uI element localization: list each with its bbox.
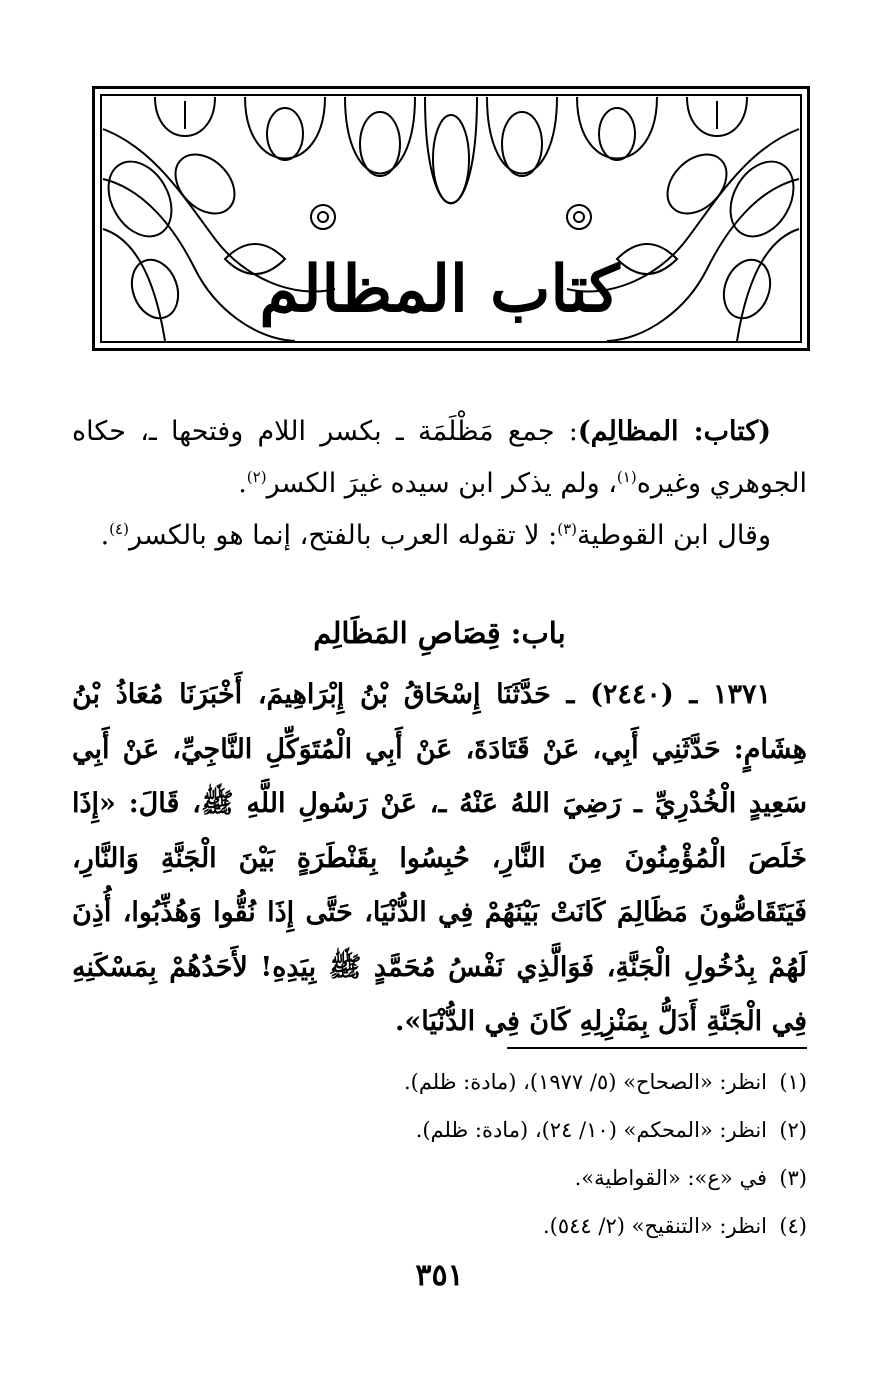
intro-paragraph-2 <box>72 510 807 562</box>
footnote-item <box>72 1106 807 1154</box>
page-number: ٣٥١ <box>415 1258 464 1293</box>
footnote-ref[interactable]: (١) <box>616 468 637 486</box>
rosettes <box>311 205 591 229</box>
intro-text: . <box>238 468 247 499</box>
chapter-heading: باب: قِصَاصِ المَظَالِم <box>313 616 566 650</box>
intro-term: (كتاب: المظالِم) <box>577 416 771 447</box>
footnote-number: (٣) <box>779 1166 807 1190</box>
top-medallion-row <box>155 97 747 204</box>
footnote-ref[interactable]: (٤) <box>109 520 129 538</box>
footnote-divider <box>507 1047 807 1049</box>
footnote-ref[interactable]: (٢) <box>246 468 267 486</box>
intro-text: . <box>100 520 110 551</box>
hadith-text: ١٣٧١ ـ (٢٤٤٠) ـ حَدَّثَنَا إِسْحَاقُ بْنُ إِبْرَاهِيمَ، أَخْبَرَنَا مُعَاذُ بْنُ هِشَامٍ: حَدَّثَنِي أَبِي، عَنْ قَتَادَةَ، عَنْ أَبِي الْمُتَوَكِّلِ النَّاجِيِّ، عَنْ أَبِي سَعِيدٍ الْخُدْرِيِّ ـ رَضِيَ اللهُ عَنْهُ ـ، عَنْ رَسُولِ اللَّهِ ﷺ، قَالَ: «إِذَا خَلَصَ الْمُؤْمِنُونَ مِنَ النَّارِ، حُبِسُوا بِقَنْطَرَةٍ بَيْنَ الْجَنَّةِ وَالنَّارِ، فَيَتَقَاصُّونَ مَظَالِمَ كَانَتْ بَيْنَهُمْ فِي الدُّنْيَا، حَتَّى إِذَا نُقُّوا وَهُذِّبُوا، أُذِنَ لَهُمْ بِدُخُولِ الْجَنَّةِ، فَوَالَّذِي نَفْسُ مُحَمَّدٍ ﷺ بِيَدِهِ! لأَحَدُهُمْ بِمَسْكَنِهِ فِي الْجَنَّةِ أَدَلُّ بِمَنْزِلِهِ كَانَ فِي الدُّنْيَا». <box>72 679 807 1037</box>
intro-section <box>72 406 807 562</box>
book-title: كتاب المظالم <box>259 252 620 327</box>
hadith-section <box>72 668 807 1050</box>
footnote-number: (١) <box>779 1070 807 1094</box>
intro-paragraph-1 <box>72 406 807 510</box>
footnote-text: انظر: «المحكم» (١٠/ ٢٤)، (مادة: ظلم). <box>415 1118 767 1142</box>
footnote-text: انظر: «الصحاح» (٥/ ١٩٧٧)، (مادة: ظلم). <box>403 1070 767 1094</box>
intro-text: وقال ابن القوطية <box>577 520 771 551</box>
footnote-number: (٤) <box>779 1214 807 1238</box>
footnote-text: انظر: «التنقيح» (٢/ ٥٤٤). <box>543 1214 767 1238</box>
intro-text: : جمع مَظْلَمَة ـ بكسر اللام وفتحها ـ، حكاه الجوهري وغيره <box>72 416 807 499</box>
intro-text: ، ولم يذكر ابن سيده غيرَ الكسر <box>266 468 617 499</box>
footnote-number: (٢) <box>779 1118 807 1142</box>
footnote-item <box>72 1202 807 1250</box>
footnote-item <box>72 1154 807 1202</box>
intro-text: : لا تقوله العرب بالفتح، إنما هو بالكسر <box>128 520 558 551</box>
footnote-ref[interactable]: (٣) <box>557 520 578 538</box>
footnotes-list <box>72 1058 807 1250</box>
footnote-item <box>72 1058 807 1106</box>
footnote-text: في «ع»: «القواطية». <box>574 1166 767 1190</box>
